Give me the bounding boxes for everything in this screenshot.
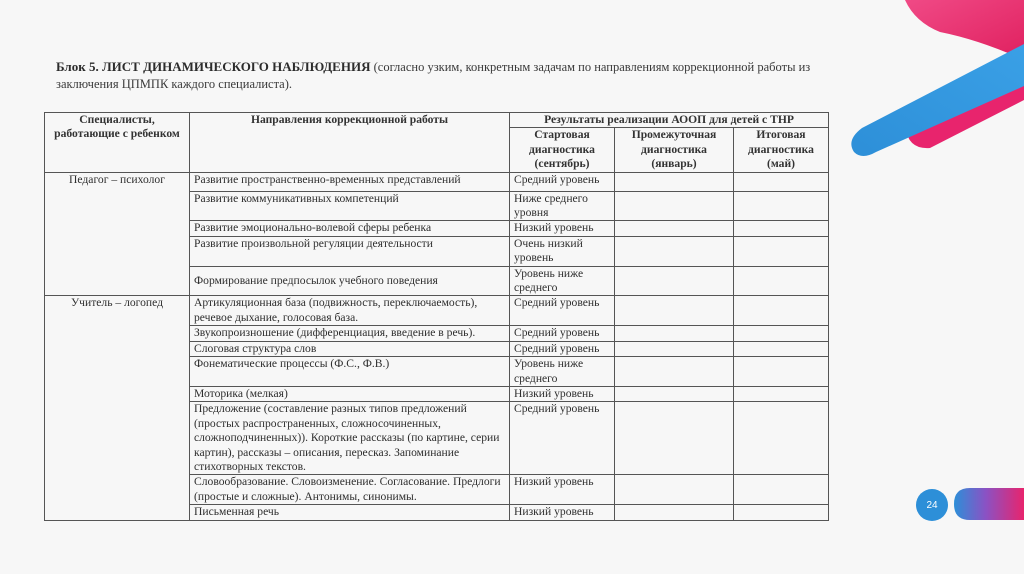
start-level-cell: Средний уровень (510, 326, 615, 341)
block-title: Блок 5. ЛИСТ ДИНАМИЧЕСКОГО НАБЛЮДЕНИЯ (56, 59, 371, 74)
specialist-cell: Педагог – психолог (45, 172, 190, 296)
start-level-cell: Уровень ниже среднего (510, 266, 615, 296)
direction-cell: Формирование предпосылок учебного поведения (190, 266, 510, 296)
middle-level-cell (615, 341, 734, 356)
final-level-cell (734, 326, 829, 341)
middle-level-cell (615, 505, 734, 520)
middle-level-cell (615, 326, 734, 341)
final-level-cell (734, 221, 829, 236)
middle-level-cell (615, 191, 734, 221)
direction-cell: Развитие коммуникативных компетенций (190, 191, 510, 221)
direction-cell: Звукопроизношение (дифференциация, введение в речь). (190, 326, 510, 341)
final-level-cell (734, 236, 829, 266)
middle-level-cell (615, 266, 734, 296)
final-level-cell (734, 357, 829, 387)
block-subtitle: (согласно узким, конкретным задачам по направлениям коррекционной работы из заключения ЦПМПК каждого специалиста). (56, 60, 811, 91)
final-level-cell (734, 341, 829, 356)
direction-cell: Фонематические процессы (Ф.С., Ф.В.) (190, 357, 510, 387)
table-row (45, 172, 829, 191)
middle-level-cell (615, 296, 734, 326)
final-level-cell (734, 402, 829, 475)
start-level-cell: Средний уровень (510, 172, 615, 191)
middle-level-cell (615, 386, 734, 401)
pink-curve-shape (905, 0, 1024, 60)
header-results: Результаты реализации АООП для детей с ТНР (510, 113, 829, 128)
header-row-1 (45, 113, 829, 128)
middle-level-cell (615, 475, 734, 505)
final-level-cell (734, 296, 829, 326)
header-middle-diagnostics: Промежуточная диагностика (январь) (615, 128, 734, 172)
header-start-diagnostics: Стартовая диагностика (сентябрь) (510, 128, 615, 172)
page-number-badge: 24 (916, 489, 948, 521)
header-directions: Направления коррекционной работы (190, 113, 510, 173)
final-level-cell (734, 266, 829, 296)
start-level-cell: Средний уровень (510, 341, 615, 356)
final-level-cell (734, 505, 829, 520)
header-final-diagnostics: Итоговая диагностика (май) (734, 128, 829, 172)
start-level-cell: Ниже среднего уровня (510, 191, 615, 221)
middle-level-cell (615, 236, 734, 266)
direction-cell: Развитие эмоционально-волевой сферы ребенка (190, 221, 510, 236)
start-level-cell: Низкий уровень (510, 505, 615, 520)
start-level-cell: Средний уровень (510, 296, 615, 326)
table-row (45, 296, 829, 326)
final-level-cell (734, 172, 829, 191)
direction-cell: Моторика (мелкая) (190, 386, 510, 401)
direction-cell: Письменная речь (190, 505, 510, 520)
observation-table (44, 112, 829, 521)
start-level-cell: Низкий уровень (510, 475, 615, 505)
direction-cell: Развитие произвольной регуляции деятельности (190, 236, 510, 266)
direction-cell: Предложение (составление разных типов предложений (простых распространенных, сложносочиненных, сложноподчиненных)). Короткие рассказы (по картине, серии картин), рассказы – описания, пересказ. Запоминание стихотворных текстов. (190, 402, 510, 475)
start-level-cell: Низкий уровень (510, 221, 615, 236)
start-level-cell: Средний уровень (510, 402, 615, 475)
start-level-cell: Уровень ниже среднего (510, 357, 615, 387)
start-level-cell: Низкий уровень (510, 386, 615, 401)
direction-cell: Словообразование. Словоизменение. Согласование. Предлоги (простые и сложные). Антонимы, синонимы. (190, 475, 510, 505)
bottom-gradient-pill (954, 488, 1024, 520)
direction-cell: Артикуляционная база (подвижность, переключаемость), речевое дыхание, голосовая база. (190, 296, 510, 326)
final-level-cell (734, 386, 829, 401)
direction-cell: Слоговая структура слов (190, 341, 510, 356)
middle-level-cell (615, 402, 734, 475)
direction-cell: Развитие пространственно-временных представлений (190, 172, 510, 191)
specialist-cell: Учитель – логопед (45, 296, 190, 520)
middle-level-cell (615, 357, 734, 387)
middle-level-cell (615, 221, 734, 236)
final-level-cell (734, 475, 829, 505)
start-level-cell: Очень низкий уровень (510, 236, 615, 266)
block-heading (56, 58, 816, 93)
final-level-cell (734, 191, 829, 221)
middle-level-cell (615, 172, 734, 191)
header-specialists: Специалисты, работающие с ребенком (45, 113, 190, 173)
